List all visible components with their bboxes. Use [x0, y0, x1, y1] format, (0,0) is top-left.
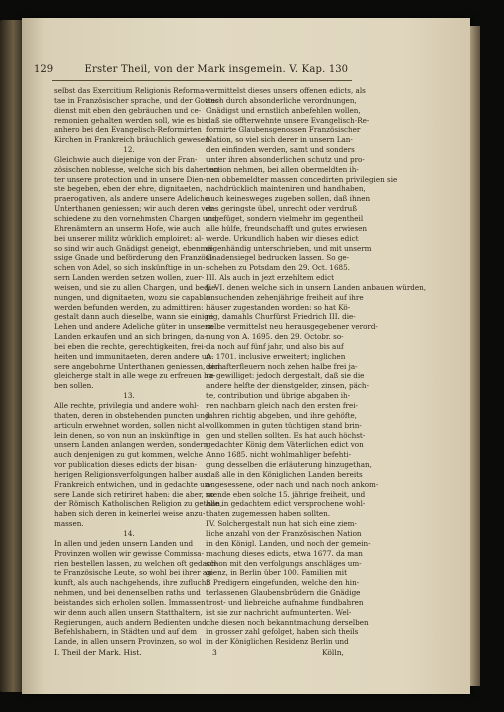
text-line: Lande, in allen unsern Provinzen, so wol [54, 637, 202, 647]
text-line: bei unserer militz würklich emploiret: al- [54, 233, 204, 243]
running-header [34, 64, 346, 80]
text-line: haben sich deren in keinerlei weise anzu- [54, 509, 206, 519]
text-line: werde. Urkundlich haben wir dieses edict [206, 233, 359, 243]
text-line: praerogativen, als andere unsere Adeliche [54, 194, 209, 204]
text-line: trost- und liebreiche aufnahme fundbahren [206, 597, 364, 607]
text-line: da noch auf fünf jahr, und also bis auf [206, 341, 344, 351]
signature-number: 3 [212, 648, 217, 657]
running-title: Erster Theil, von der Mark insgemein. V. Kap. [84, 64, 326, 75]
text-line: Gnädigst und ernstlich anbefehlen wollen, [206, 105, 361, 115]
text-line: bei eben die rechte, gerechtigkeiten, frei- [54, 341, 207, 351]
text-line: Frankreich entwichen, und in gedachte un- [54, 479, 212, 489]
text-line: nehmen, und bei denenselben raths und [54, 588, 201, 598]
text-line: in grosser zahl gefolget, haben sich theils [206, 627, 359, 637]
text-line: schehen zu Potsdam den 29. Oct. 1685. [206, 263, 350, 273]
text-line: den einfinden werden, samt und sonders [206, 145, 355, 155]
text-line: ste begeben, eben der ehre, dignitaeten, [54, 184, 203, 194]
text-line: gedachter König dem Väterlichen edict von [206, 440, 364, 450]
text-line: dienst mit eben den gebräuchen und ce- [54, 105, 202, 115]
text-line: beistandes sich erholen sollen. Immassen [54, 597, 206, 607]
text-line: Ehrenämtern an unserm Hofe, wie auch [54, 223, 201, 233]
text-line: lein denen, so von nun an inskünftige in [54, 430, 200, 440]
text-line: articuln erwehnet worden, sollen nicht al- [54, 420, 208, 430]
text-line: nig, damahls Churfürst Friedrich III. die- [206, 312, 356, 322]
section-number: 12. [123, 145, 135, 155]
text-line: wir denn auch allen unsern Statthaltern, [54, 607, 203, 617]
text-line: gestalt dann auch dieselbe, wann sie einige [54, 312, 214, 322]
text-line: machung dieses edicts, etwa 1677. da man [206, 548, 363, 558]
text-line: in den Königl. Landen, und noch der gemein- [206, 538, 371, 548]
text-line: nen obbemeldter massen concedirten privilegien sie [206, 174, 398, 184]
text-line: ssige Gnade und beförderung den Französi- [54, 253, 215, 263]
text-line: alle hülfe, freundschafft und gutes erwiesen [206, 223, 368, 233]
text-line: sern Landen werden setzen wollen, zuer- [54, 273, 205, 283]
text-line: formirte Glaubensgenossen Französischer [206, 125, 361, 135]
text-line: gen und stellen sollten. Es hat auch höchst- [206, 430, 366, 440]
page-edge [470, 26, 480, 686]
text-line: vor publication dieses edicts der bisan- [54, 460, 197, 470]
text-line: massen. [54, 519, 84, 529]
text-line: jahren richtig abgeben, und ihre gehöfte, [206, 410, 357, 420]
text-line: rien bestellen lassen, zu welchen oft gedach- [54, 558, 218, 568]
catchword: Kölln, [322, 648, 344, 657]
text-line: Lehen und andere Adeliche güter in unsern [54, 322, 214, 332]
text-line: ren nachbarn gleich nach den ersten frei- [206, 401, 358, 410]
text-line: ist sie zur nachricht aufmunterten. Wel- [206, 607, 352, 617]
text-line: zösischen noblesse, welche sich bis daher un- [54, 164, 221, 174]
text-line: selbst das Exercitium Religionis Reforma- [54, 86, 207, 95]
signature-mark: I. Theil der Mark. Hist. [54, 648, 142, 657]
text-line: andere helfte der dienstgelder, zinsen, päch- [206, 381, 369, 391]
text-line: thaten zugemessen haben sollten. [206, 509, 331, 519]
text-line: gienz, in Berlin über 100. Familien mit [206, 568, 347, 578]
text-line: ben sollen. [54, 381, 94, 391]
text-line: thaten, deren in obstehenden puncten und [54, 410, 210, 420]
text-line: kunft, als auch nachgehends, ihre zuflucht [54, 578, 210, 588]
text-line: anhero bei den Evangelisch-Reformirten [54, 125, 202, 135]
text-line: nung von A. 1695. den 29. Octobr. so- [206, 332, 344, 342]
left-column [54, 86, 223, 647]
text-line: der Römisch Katholischen Religion zu gethan, [54, 499, 223, 509]
text-line: 3 Predigern eingefunden, welche den hin- [206, 578, 360, 588]
text-line: tae in Französischer sprache, und der Gottes- [54, 95, 222, 105]
text-line: vermittelst dieses unsers offenen edicts, als [206, 86, 366, 95]
section-number: 13. [123, 391, 135, 401]
text-line: mende eben solche 15. jährige freiheit, und [206, 489, 366, 499]
text-line: Anno 1685. nicht wohlmahliger befehti- [206, 450, 351, 460]
text-line: gung desselben die erläuterung hinzugethan, [206, 460, 372, 470]
text-line: weisen, und sie zu allen Chargen, und bedie- [54, 282, 218, 292]
text-line: tection nehmen, bei allen obermeldten ih- [206, 164, 359, 174]
text-line: unter ihren absonderlichen schutz und pro- [206, 154, 365, 164]
text-line: re gewilliget: jedoch dergestalt, daß sie die [206, 371, 365, 381]
text-line: sere Lande sich retiriret haben: die aber, so [54, 489, 215, 499]
text-line: häuser zugestanden worden: so hat Kö- [206, 302, 351, 312]
page-number-right: 130 [328, 64, 348, 75]
text-line: in der Königlichen Residenz Berlin und [206, 637, 349, 647]
section-number: 14. [123, 528, 135, 538]
text-line: terlassenen Glaubensbrüdern die Gnädige [206, 588, 361, 598]
text-line: schen von Adel, so sich inskünftige in un- [54, 263, 206, 273]
text-line: ter unsere protection und in unsere Dien- [54, 174, 206, 184]
text-line: Regierungen, auch andern Bedienten und [54, 617, 207, 627]
text-line: III. Als auch in jezt erzehltem edict [206, 273, 335, 283]
text-line: Befehlshabern, in Städten und auf dem [54, 627, 198, 637]
text-line: vollkommen in guten tüchtigen stand brin- [206, 420, 362, 430]
text-line: Gnadensiegel bedrucken lassen. So ge- [206, 253, 350, 263]
text-line: unsern Landen anlangen werden, sondern [54, 440, 209, 450]
text-line: auch durch absonderliche verordnungen, [206, 95, 357, 105]
right-column [206, 86, 427, 647]
text-line: In allen und jeden unsern Landen und [54, 538, 194, 548]
text-line: daß alle in den Königlichen Landen bereits [206, 469, 363, 479]
text-line: so sind wir auch Gnädigst geneigt, ebenmä- [54, 243, 215, 253]
text-line: sere angebohrne Unterthanen geniessen, sich [54, 361, 223, 371]
text-line: daß sie offterwehnte unsere Evangelisch-Re- [206, 115, 370, 125]
text-line: te Französische Leute, so wohl bei ihrer an- [54, 568, 215, 578]
text-line: Alle rechte, privilegia und andere wohl- [54, 401, 199, 410]
text-line: schiedene zu den vornehmsten Chargen und [54, 213, 217, 223]
text-line: eigenhändig unterschrieben, und mit unserm [206, 243, 372, 253]
text-line: auch keinesweges zugeben sollen, daß ihnen [206, 194, 371, 204]
text-line: werden befunden werden, zu admittiren: [54, 302, 204, 312]
text-line: remonien gehalten werden soll, wie es bis [54, 115, 208, 125]
book-spine [0, 20, 24, 692]
text-line: §. VI. denen welche sich in unsern Landen anbauen würden, [206, 282, 427, 292]
text-line: IV. Solchergestalt nun hat sich eine ziem- [206, 519, 357, 529]
text-line: nachdrücklich mainteniren und handhaben, [206, 184, 366, 194]
text-line: Provinzen wollen wir gewisse Commissa- [54, 548, 205, 558]
text-line: heiten und immunitaeten, deren andere un- [54, 351, 214, 361]
text-line: Nation, so viel sich derer in unsern Lan- [206, 135, 353, 145]
text-line: zugefüget, sondern vielmehr im gegentheil [206, 213, 364, 223]
text-line: ansuchenden zehenjährige freiheit auf ihre [206, 292, 364, 302]
text-line: Unterthanen geniessen; wir auch deren ver- [54, 204, 216, 214]
text-line: te, contribution und übrige abgaben ih- [206, 391, 351, 401]
header-rule [52, 80, 352, 81]
text-line: Kirchen in Frankreich bräuchlich gewesen. [54, 135, 213, 145]
text-line: Gleichwie auch diejenige von der Fran- [54, 154, 198, 164]
text-line: gleicherge stalt in alle wege zu erfreuen ha- [54, 371, 216, 381]
text-line: angesessene, oder nach und nach noch ankom- [206, 479, 379, 489]
text-line: das geringste übel, unrecht oder verdruß [206, 204, 358, 214]
text-line: nungen, und dignitaeten, wozu sie capable [54, 292, 211, 302]
text-line: schon mit den verfolgungs anschläges um- [206, 558, 362, 568]
text-line: selbe vermittelst neu herausgegebener verord- [206, 322, 378, 332]
text-line: alle in gedachtem edict versprochene wohl- [206, 499, 366, 509]
text-line: den afterfleuern noch zehen halbe frei ja- [206, 361, 358, 371]
page-number-left: 129 [34, 64, 54, 75]
text-line: auch denjenigen zu gut kommen, welche [54, 450, 203, 460]
text-line: liche anzahl von der Französischen Nation [206, 528, 362, 538]
text-line: che diesen noch bekanntmachung derselben [206, 617, 369, 627]
text-line: A. 1701. inclusive erweitert; inglichen [206, 351, 346, 361]
text-line: Landen erkaufen und an sich bringen, da- [54, 332, 207, 342]
text-line: herigen Religionsverfolgungen halber aus [54, 469, 208, 479]
